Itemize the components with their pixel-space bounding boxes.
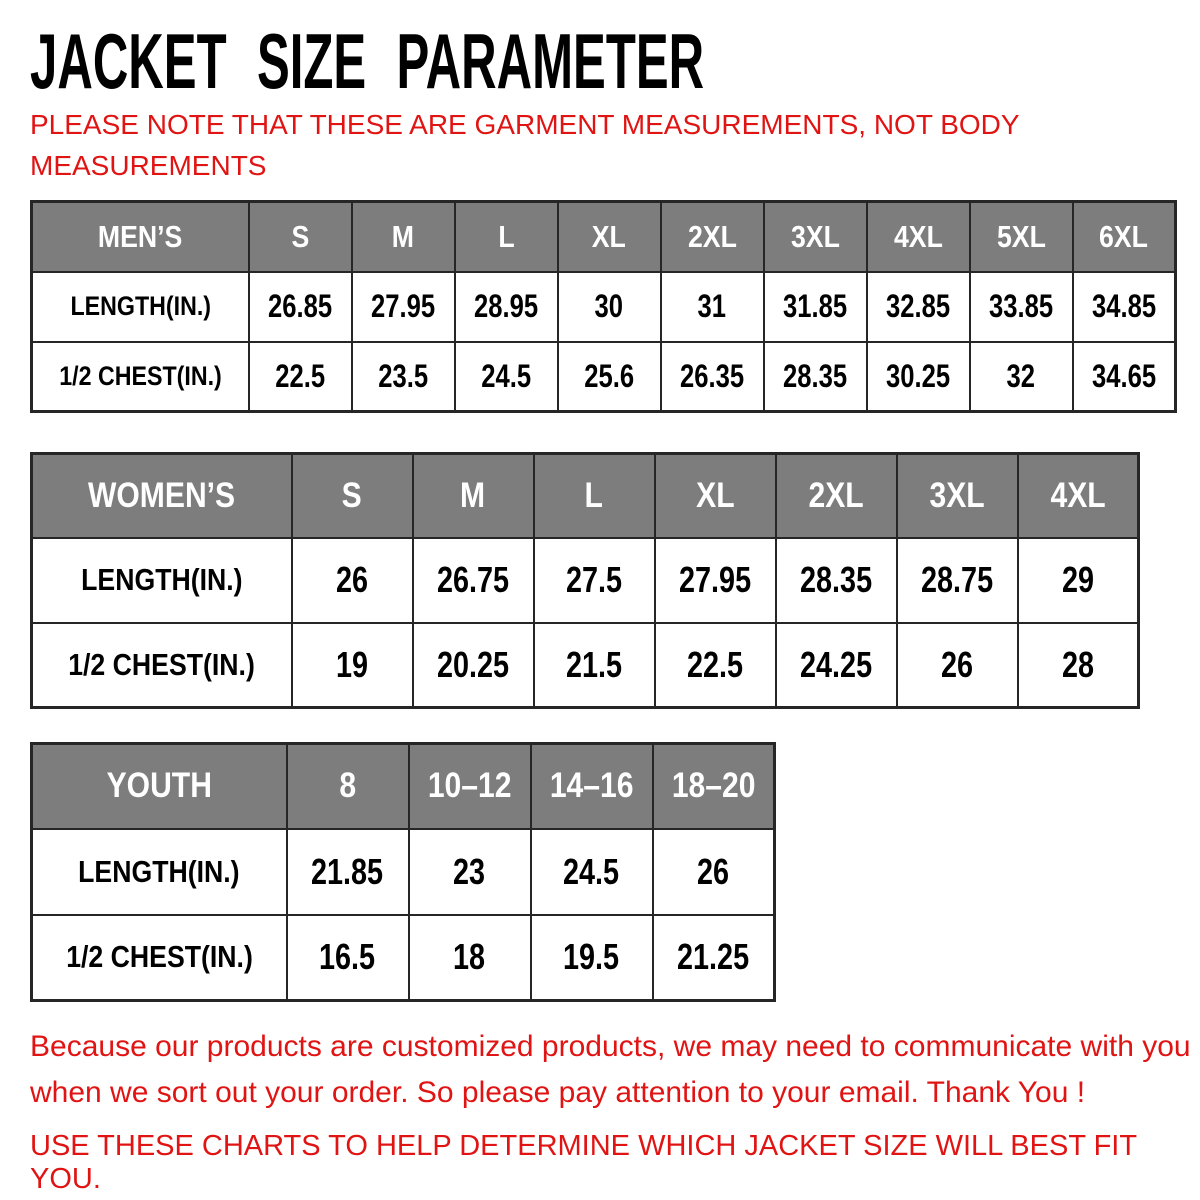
header-label: 2XL — [808, 475, 864, 515]
size-value: 27.5 — [565, 559, 623, 600]
youth-table-title — [32, 744, 287, 829]
size-value-cell — [413, 623, 534, 708]
mens-size-col-header — [455, 202, 558, 272]
row-label-cell — [32, 623, 292, 708]
header-label: S — [291, 218, 309, 254]
note-line-1: PLEASE NOTE THAT THESE ARE GARMENT MEASUREMENTS, NOT BODY — [30, 109, 1020, 140]
size-value: 28 — [1061, 643, 1094, 685]
size-value-cell — [413, 538, 534, 623]
size-value: 24.5 — [563, 850, 620, 892]
size-value: 34.65 — [1091, 357, 1156, 394]
womens-measurement-row — [32, 538, 1139, 623]
size-value: 32.85 — [885, 288, 951, 324]
size-value: 30 — [594, 288, 624, 324]
row-label: LENGTH(IN.) — [78, 853, 240, 889]
mens-measurement-row — [32, 272, 1176, 342]
size-value-cell — [558, 272, 661, 342]
size-value-cell — [655, 538, 776, 623]
header-label: 4XL — [893, 218, 943, 254]
size-value-cell — [455, 342, 558, 412]
header-label: 2XL — [687, 218, 737, 254]
size-value: 21.85 — [311, 850, 384, 892]
size-value: 31.85 — [782, 288, 848, 324]
header-label: 6XL — [1099, 218, 1149, 254]
mens-size-col-header — [558, 202, 661, 272]
youth-size-col-header — [287, 744, 409, 829]
size-value: 34.85 — [1091, 288, 1156, 324]
youth-size-table — [30, 742, 776, 1002]
size-value-cell — [1073, 342, 1176, 412]
header-label: 3XL — [790, 218, 840, 254]
size-value: 22.5 — [686, 643, 744, 685]
size-value: 23 — [453, 850, 486, 892]
mens-size-col-header — [764, 202, 867, 272]
youth-measurement-row — [32, 915, 775, 1001]
customization-notice-line-1: Because our products are customized products, we may need to communicate with you — [30, 1030, 1191, 1063]
header-label: MEN’S — [98, 218, 183, 254]
row-label: LENGTH(IN.) — [81, 562, 243, 597]
size-value: 26 — [697, 850, 730, 892]
size-value-cell — [531, 915, 653, 1001]
size-value: 32 — [1006, 357, 1036, 394]
size-value: 25.6 — [584, 357, 634, 394]
size-value-cell — [776, 538, 897, 623]
mens-measurement-row — [32, 342, 1176, 412]
size-value-cell — [970, 272, 1073, 342]
size-value-cell — [1018, 623, 1139, 708]
fit-advice-text: USE THESE CHARTS TO HELP DETERMINE WHICH JACKET SIZE WILL BEST FIT YOU. — [30, 1130, 1137, 1195]
womens-header-row — [32, 454, 1139, 538]
row-label-cell — [32, 272, 249, 342]
header-label: 14–16 — [549, 766, 634, 806]
size-value-cell — [1073, 272, 1176, 342]
page-title: JACKET SIZE PARAMETER — [30, 17, 705, 105]
row-label: 1/2 CHEST(IN.) — [65, 939, 253, 975]
size-value: 27.95 — [370, 288, 436, 324]
youth-size-col-header — [409, 744, 531, 829]
youth-size-col-header — [531, 744, 653, 829]
row-label-cell — [32, 915, 287, 1001]
size-value-cell — [292, 623, 413, 708]
size-value: 26.85 — [267, 288, 333, 324]
size-value-cell — [455, 272, 558, 342]
size-value-cell — [531, 829, 653, 915]
header-label: 3XL — [929, 475, 985, 515]
mens-size-col-header — [352, 202, 455, 272]
mens-table-title — [32, 202, 249, 272]
size-value-cell — [764, 272, 867, 342]
row-label-cell — [32, 829, 287, 915]
mens-size-col-header — [970, 202, 1073, 272]
size-value: 16.5 — [319, 936, 376, 978]
size-value-cell — [409, 829, 531, 915]
size-value-cell — [661, 272, 764, 342]
header-label: 18–20 — [671, 766, 756, 806]
size-value-cell — [970, 342, 1073, 412]
row-label: LENGTH(IN.) — [69, 291, 211, 321]
header-label: 5XL — [996, 218, 1046, 254]
womens-size-table — [30, 452, 1140, 709]
customization-notice — [30, 1024, 1191, 1116]
garment-measurement-note — [30, 104, 1020, 186]
womens-size-col-header — [292, 454, 413, 538]
size-value-cell — [249, 342, 352, 412]
size-value-cell — [534, 623, 655, 708]
size-value: 19 — [335, 643, 369, 685]
header-label: M — [460, 475, 486, 515]
size-value: 28.35 — [799, 559, 873, 600]
header-label: S — [341, 475, 363, 515]
size-value-cell — [292, 538, 413, 623]
note-line-2: MEASUREMENTS — [30, 150, 267, 181]
size-value-cell — [655, 623, 776, 708]
size-value: 28.95 — [473, 288, 539, 324]
size-value: 27.95 — [678, 559, 752, 600]
size-value-cell — [897, 538, 1018, 623]
mens-size-col-header — [249, 202, 352, 272]
womens-size-col-header — [655, 454, 776, 538]
size-value: 31 — [697, 288, 727, 324]
size-value-cell — [352, 272, 455, 342]
size-value-cell — [867, 272, 970, 342]
size-value-cell — [764, 342, 867, 412]
size-value: 29 — [1061, 559, 1094, 600]
size-value-cell — [287, 915, 409, 1001]
header-label: YOUTH — [106, 766, 212, 806]
row-label: 1/2 CHEST(IN.) — [68, 646, 256, 682]
size-value: 26 — [335, 559, 369, 600]
size-value: 33.85 — [988, 288, 1054, 324]
size-value: 26.35 — [679, 357, 745, 394]
row-label-cell — [32, 342, 249, 412]
size-value: 21.5 — [565, 643, 623, 685]
row-label: 1/2 CHEST(IN.) — [58, 360, 222, 391]
size-value-cell — [776, 623, 897, 708]
row-label-cell — [32, 538, 292, 623]
size-value-cell — [558, 342, 661, 412]
size-value: 24.5 — [481, 357, 531, 394]
header-label: 4XL — [1050, 475, 1106, 515]
customization-notice-line-2: when we sort out your order. So please pay attention to your email. Thank You ! — [30, 1076, 1086, 1109]
womens-size-col-header — [897, 454, 1018, 538]
youth-header-row — [32, 744, 775, 829]
size-value-cell — [249, 272, 352, 342]
womens-table-title — [32, 454, 292, 538]
header-label: M — [391, 218, 415, 254]
size-value-cell — [653, 829, 775, 915]
header-label: WOMEN’S — [88, 475, 236, 515]
size-value: 24.25 — [799, 643, 873, 685]
size-value: 23.5 — [378, 357, 428, 394]
size-value: 26 — [940, 643, 974, 685]
mens-size-col-header — [867, 202, 970, 272]
size-value-cell — [897, 623, 1018, 708]
mens-size-col-header — [661, 202, 764, 272]
youth-size-col-header — [653, 744, 775, 829]
size-value-cell — [1018, 538, 1139, 623]
size-value: 19.5 — [563, 936, 620, 978]
size-value-cell — [534, 538, 655, 623]
womens-size-col-header — [776, 454, 897, 538]
womens-size-col-header — [1018, 454, 1139, 538]
header-label: 8 — [339, 766, 356, 806]
size-value-cell — [409, 915, 531, 1001]
size-value-cell — [661, 342, 764, 412]
size-value: 28.35 — [782, 357, 848, 394]
size-value-cell — [653, 915, 775, 1001]
header-label: XL — [591, 218, 627, 254]
size-value: 30.25 — [885, 357, 951, 394]
header-label: XL — [695, 475, 735, 515]
mens-size-col-header — [1073, 202, 1176, 272]
mens-header-row — [32, 202, 1176, 272]
header-label: 10–12 — [427, 766, 512, 806]
womens-size-col-header — [534, 454, 655, 538]
size-value-cell — [287, 829, 409, 915]
size-value: 21.25 — [677, 936, 750, 978]
size-value-cell — [352, 342, 455, 412]
header-label: L — [584, 475, 604, 515]
size-value: 18 — [453, 936, 486, 978]
womens-size-col-header — [413, 454, 534, 538]
size-value: 22.5 — [275, 357, 325, 394]
header-label: L — [497, 218, 515, 254]
mens-size-table — [30, 200, 1177, 413]
size-value: 20.25 — [436, 643, 510, 685]
size-value-cell — [867, 342, 970, 412]
size-value: 28.75 — [920, 559, 994, 600]
size-value: 26.75 — [436, 559, 510, 600]
youth-measurement-row — [32, 829, 775, 915]
womens-measurement-row — [32, 623, 1139, 708]
